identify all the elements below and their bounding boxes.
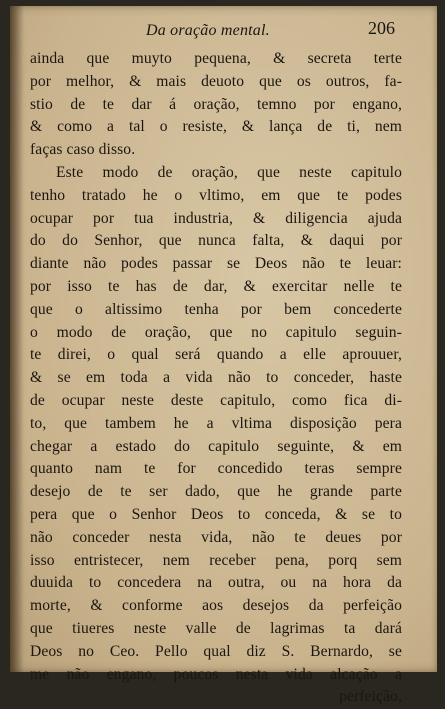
page-number: 206 xyxy=(368,18,395,38)
text-line: duuida to concedera na outra, ou na hora da xyxy=(30,574,402,592)
text-line: ainda que muyto pequena, & secreta terte xyxy=(30,50,402,67)
text-line: tenho tratado he o vltimo, em que te podes xyxy=(30,186,402,204)
text-line: faças caso disso. xyxy=(30,141,136,159)
page-gutter-shadow xyxy=(10,6,24,672)
text-line: pera que o Senhor Deos to conceda, & se to xyxy=(30,505,402,523)
catchword: perfeição, xyxy=(339,688,402,706)
text-line: do do Senhor, que nunca falta, & daqui por xyxy=(30,232,402,250)
text-line: me não engano, poucos nesta vida alcação a xyxy=(30,665,402,683)
text-line: que tiueres neste valle de lagrimas ta dará xyxy=(30,619,402,637)
text-line: por melhor, & mais deuoto que os outros, fa- xyxy=(30,72,402,90)
text-line: to, que tambem he a vltima disposição pera xyxy=(30,414,402,432)
text-line: o modo de oração, que no capitulo seguin- xyxy=(30,323,402,341)
text-line: chegar a estado do capitulo seguinte, & em xyxy=(30,437,402,455)
text-line: Deos no Ceo. Pello qual diz S. Bernardo, se xyxy=(30,642,402,660)
text-line: desejo de te ser dado, que he grande parte xyxy=(30,483,402,501)
text-line: stio de te dar á oração, temno por engano, xyxy=(30,95,402,113)
text-line: por isso te has de dar, & exercitar nelle te xyxy=(30,277,402,295)
running-title: Da oração mental. xyxy=(146,22,270,39)
text-line: & como a tal o resiste, & lança de ti, nem xyxy=(30,118,402,136)
text-line: quanto nam te for concedido teras sempre xyxy=(30,460,402,478)
text-line: & se em toda a vida não to conceder, haste xyxy=(30,369,402,387)
text-line: de ocupar neste deste capitulo, como fica di- xyxy=(30,391,402,409)
text-line: ocupar por tua industria, & diligencia ajuda xyxy=(30,209,402,227)
page-header xyxy=(10,16,437,46)
text-line: morte, & conforme aos desejos da perfeição xyxy=(30,597,402,615)
body-text xyxy=(30,48,402,709)
text-line: que o altissimo tenha por bem concederte xyxy=(30,300,402,318)
text-line: não conceder nesta vida, não te deues por xyxy=(30,528,402,546)
text-line: isso entristecer, nem receber pena, porq sem xyxy=(30,551,402,569)
text-line: diante não podes passar se Deos não te leuar: xyxy=(30,255,402,273)
text-line: te direi, o qual será quando a elle aprouuer, xyxy=(30,346,402,364)
book-page xyxy=(10,6,437,706)
paragraph-first-line: Este modo de oração, que neste capitulo xyxy=(56,163,402,181)
